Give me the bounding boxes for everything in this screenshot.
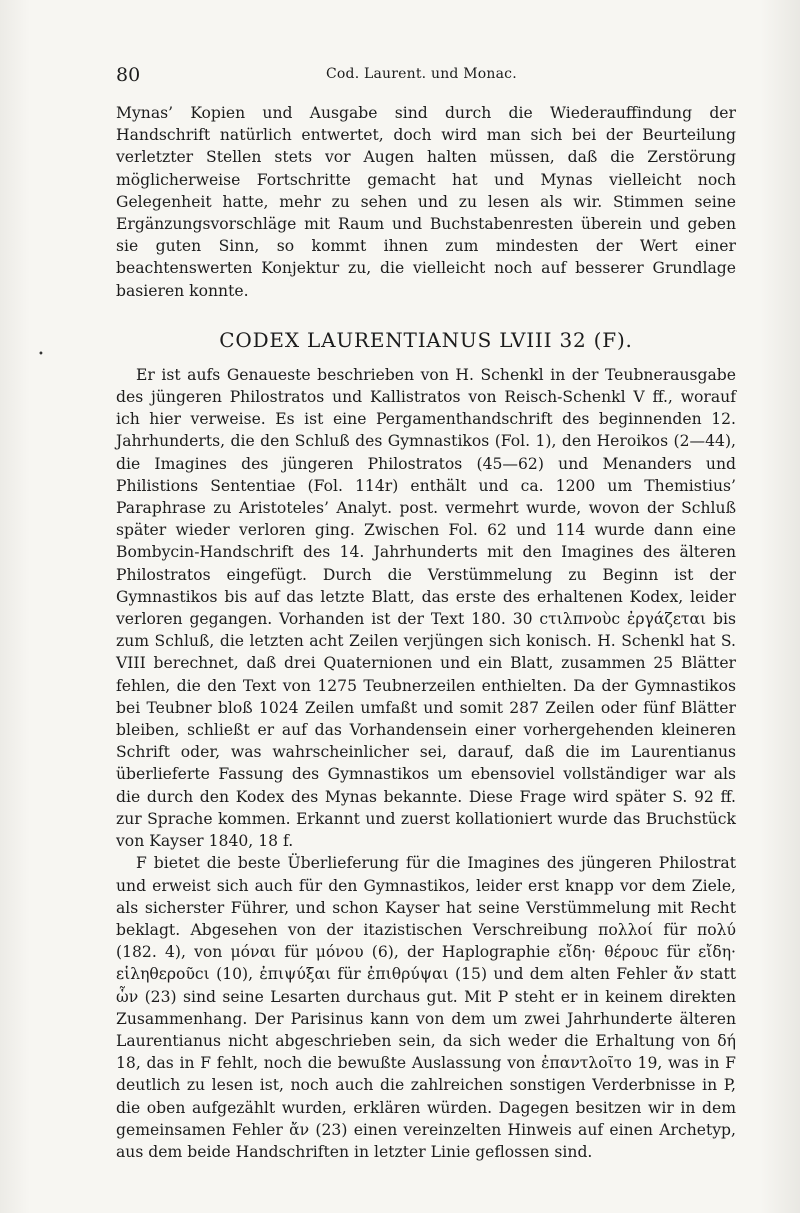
intro-paragraph: Mynas’ Kopien und Ausgabe sind durch die Wiederauffindung der Handschrift natürlich entwertet, doch wird man sich bei der Beurteilung verletzter Stellen stets vor Augen halten müssen, daß die Zerstörung möglicherweise Fortschritte gemacht hat und Mynas vielleicht noch Gelegenheit hatte, mehr zu sehen und zu lesen als wir. Stimmen seine Ergänzungsvorschläge mit Raum und Buchstabenresten überein und geben sie guten Sinn, so kommt ihnen zum mindesten der Wert einer beachtenswerten Konjektur zu, die vielleicht noch auf besserer Grundlage basieren konnte. (116, 104, 736, 300)
margin-mark: • (38, 349, 44, 360)
page-header (116, 64, 736, 94)
paragraph-evaluation: F bietet die beste Überlieferung für die Imagines des jüngeren Philostrat und erweist sich auch für den Gymnastikos, leider erst knapp vor dem Ziele, als sicherster Führer, und schon Kayser hat seine Verstümmelung mit Recht beklagt. Abgesehen von der itazistischen Verschreibung πολλοί für πολύ (182. 4), von μόναι für μόνου (6), der Haplographie εἴδη· θέρουϲ für εἴδη· εἱληθεροῦϲι (10), ἐπιψύξαι für ἐπιθρύψαι (15) und dem alten Fehler ἄν statt ὧν (23) sind seine Lesarten durchaus gut. Mit P steht er in keinem direkten Zusammenhang. Der Parisinus kann von dem um zwei Jahrhunderte älteren Laurentianus nicht abgeschrieben sein, da sich weder die Erhaltung von δή 18, das in F fehlt, noch die bewußte Auslassung von ἐπαντλοῖτο 19, was in F deutlich zu lesen ist, noch auch die zahlreichen sonstigen Verderbnisse in P, die oben aufgezählt wurden, erklären würden. Dagegen besitzen wir in dem gemeinsamen Fehler ἄν (23) einen vereinzelten Hinweis auf einen Archetyp, aus dem beide Handschriften in letzter Linie geflossen sind. (116, 854, 736, 1161)
paragraph-description: Er ist aufs Genaueste beschrieben von H. Schenkl in der Teubnerausgabe des jüngeren Philostratos und Kallistratos von Reisch-Schenkl V ff., worauf ich hier verweise. Es ist eine Pergamenthandschrift des beginnenden 12. Jahrhunderts, die den Schluß des Gymnastikos (Fol. 1), den Heroikos (2—44), die Imagines des jüngeren Philostratos (45—62) und Menanders und Philistions Sententiae (Fol. 114r) enthält und ca. 1200 um Themistius’ Paraphrase zu Aristoteles’ Analyt. post. vermehrt wurde, wovon der Schluß später wieder verloren ging. Zwischen Fol. 62 und 114 wurde dann eine Bombycin-Handschrift des 14. Jahrhunderts mit den Imagines des älteren Philostratos eingefügt. Durch die Verstümmelung zu Beginn ist der Gymnastikos bis auf das letzte Blatt, das erste des erhaltenen Kodex, leider verloren gegangen. Vorhanden ist der Text 180. 30 ϲτιλπνοὺϲ ἐργάζεται bis zum Schluß, die letzten acht Zeilen verjüngen sich konisch. H. Schenkl hat S. VIII berechnet, daß drei Quaternionen und ein Blatt, zusammen 25 Blätter fehlen, die den Text von 1275 Teubnerzeilen enthielten. Da der Gymnastikos bei Teubner bloß 1024 Zeilen umfaßt und somit 287 Zeilen oder fünf Blätter bleiben, schließt er auf das Vorhandensein einer vorhergehenden kleineren Schrift oder, was wahrscheinlicher sei, darauf, daß die im Laurentianus überlieferte Fassung des Gymnastikos um ebensoviel vollständiger war als die durch den Kodex des Mynas bekannte. Diese Frage wird später S. 92 ff. zur Sprache kommen. Erkannt und zuerst kollationiert wurde das Bruchstück von Kayser 1840, 18 f. (116, 365, 736, 851)
section-title: CODEX LAURENTIANUS LVIII 32 (F). (219, 327, 633, 352)
body-text (116, 102, 736, 1163)
page-number: 80 (116, 64, 141, 86)
running-head: Cod. Laurent. und Monac. (326, 66, 517, 82)
